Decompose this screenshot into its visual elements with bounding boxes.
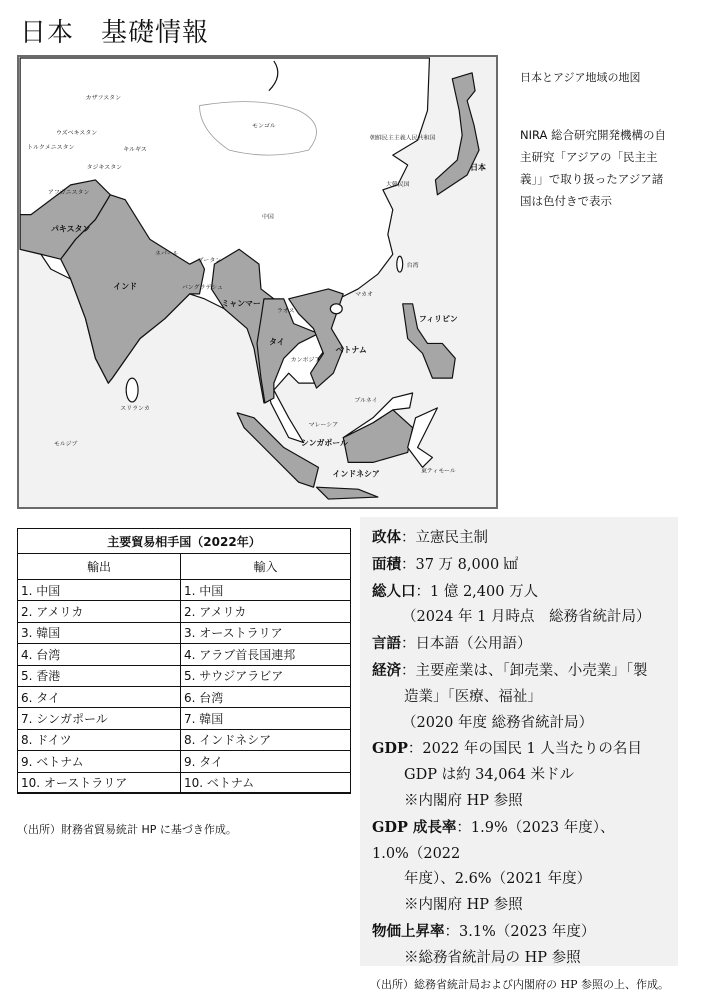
header-export: 輸出	[18, 554, 181, 580]
label-thailand: タイ	[269, 337, 285, 347]
info-gdp: GDP：2022 年の国民 1 人当たりの名目	[372, 740, 642, 758]
table-row	[18, 686, 351, 707]
taiwan-shape	[397, 256, 403, 272]
label-kyrgyz: キルギス	[123, 146, 147, 154]
label-pakistan: パキスタン	[50, 224, 91, 234]
label-laos: ラオス	[276, 307, 295, 315]
label-china: 中国	[261, 213, 274, 221]
export-cell: 9. ベトナム	[18, 751, 181, 772]
info-inflation: 物価上昇率：3.1%（2023 年度）	[372, 922, 596, 940]
table-title: 主要貿易相手国（2022年）	[18, 529, 351, 554]
map-caption: 日本とアジア地域の地図	[520, 71, 641, 84]
label-turkmenistan: トルクメニスタン	[27, 144, 75, 152]
basic-info-box	[360, 517, 678, 966]
table-row	[18, 729, 351, 750]
label-dprk: 朝鮮民主主義人民共和国	[370, 134, 436, 142]
label-brunei: ブルネイ	[354, 396, 378, 404]
info-economy-cont: 造業」「医療、福祉」	[404, 688, 542, 705]
label-bangladesh: バングラデシュ	[181, 283, 224, 291]
label-vietnam: ベトナム	[335, 345, 367, 355]
info-inflation-note: ※総務省統計局の HP 参照	[404, 949, 581, 966]
table-row	[18, 644, 351, 665]
label-cambodia: カンボジア	[290, 356, 321, 364]
info-language: 言語：日本語（公用語）	[372, 635, 532, 653]
hainan-shape	[330, 304, 342, 314]
label-japan: 日本	[470, 162, 486, 172]
import-cell: 4. アラブ首長国連邦	[180, 644, 350, 665]
import-cell: 6. 台湾	[180, 686, 350, 707]
import-cell: 9. タイ	[180, 751, 350, 772]
page-title: 日本 基礎情報	[20, 18, 210, 48]
export-cell: 2. アメリカ	[18, 601, 181, 622]
info-population: 総人口：1 億 2,400 万人	[372, 582, 539, 600]
label-macau: マカオ	[355, 290, 373, 298]
import-cell: 3. オーストラリア	[180, 622, 350, 643]
japan-shape	[435, 73, 479, 195]
export-cell: 1. 中国	[18, 580, 181, 601]
trade-partners-table	[17, 528, 351, 794]
export-cell: 5. 香港	[18, 665, 181, 686]
table-row	[18, 708, 351, 729]
label-afghanistan: アフガニスタン	[47, 188, 90, 196]
label-myanmar: ミャンマー	[221, 298, 261, 308]
table-row	[18, 601, 351, 622]
sumatra-shape	[237, 413, 318, 487]
table-row	[18, 665, 351, 686]
label-singapore: シンガポール	[300, 438, 348, 448]
srilanka-shape	[126, 378, 138, 402]
label-maldives: モルジブ	[53, 440, 78, 448]
info-population-note: （2024 年 1 月時点 総務省統計局）	[402, 609, 651, 626]
import-cell: 2. アメリカ	[180, 601, 350, 622]
import-cell: 1. 中国	[180, 580, 350, 601]
label-mongolia: モンゴル	[252, 122, 276, 130]
info-growth: GDP 成長率：1.9%（2023 年度）、1.0%（2022	[372, 818, 615, 862]
import-cell: 5. サウジアラビア	[180, 665, 350, 686]
asia-map	[17, 55, 498, 509]
info-growth-note: ※内閣府 HP 参照	[404, 897, 523, 914]
export-cell: 7. シンガポール	[18, 708, 181, 729]
import-cell: 8. インドネシア	[180, 729, 350, 750]
table-row	[18, 751, 351, 772]
export-cell: 8. ドイツ	[18, 729, 181, 750]
label-philippines: フィリピン	[418, 314, 458, 324]
label-korea: 大韓民国	[385, 180, 410, 188]
info-area: 面積：37 万 8,000 ㎢	[372, 555, 519, 573]
label-taiwan: 台湾	[406, 262, 419, 270]
table-row	[18, 622, 351, 643]
sulawesi-shape	[408, 408, 438, 467]
export-cell: 3. 韓国	[18, 622, 181, 643]
info-government: 政体：立憲民主制	[372, 529, 488, 546]
map-note: NIRA 総合研究開発機構の自主研究「アジアの「民主主義」」で取り扱ったアジア諸国は色付きで表示	[520, 128, 667, 208]
info-gdp-note: ※内閣府 HP 参照	[404, 792, 523, 809]
label-uzbekistan: ウズベキスタン	[55, 129, 98, 137]
import-cell: 7. 韓国	[180, 708, 350, 729]
info-gdp-cont: GDP は約 34,064 米ドル	[404, 767, 575, 784]
info-growth-cont: 年度）、2.6%（2021 年度）	[404, 871, 592, 888]
label-kazakhstan: カザフスタン	[85, 94, 122, 102]
info-source: （出所）総務省統計局および内閣府の HP 参照の上、作成。	[370, 978, 669, 991]
label-nepal: ネパール	[155, 250, 179, 258]
label-tajikistan: タジキスタン	[86, 164, 123, 172]
label-indonesia: インドネシア	[332, 469, 380, 479]
label-bhutan: ブータン	[197, 257, 222, 265]
java-shape	[316, 487, 377, 499]
export-cell: 6. タイ	[18, 686, 181, 707]
label-srilanka: スリランカ	[120, 404, 150, 412]
info-economy-note: （2020 年度 総務省統計局）	[402, 714, 594, 731]
label-timor: 東ティモール	[420, 467, 456, 475]
table-row	[18, 772, 351, 793]
header-import: 輸入	[180, 554, 350, 580]
table-row	[18, 580, 351, 601]
import-cell: 10. ベトナム	[180, 772, 350, 793]
trade-source: （出所）財務省貿易統計 HP に基づき作成。	[17, 823, 237, 836]
label-india: インド	[113, 281, 138, 291]
info-economy: 経済：主要産業は、「卸売業、小売業」「製	[372, 661, 648, 679]
export-cell: 10. オーストラリア	[18, 772, 181, 793]
export-cell: 4. 台湾	[18, 644, 181, 665]
map-svg	[19, 57, 496, 507]
label-malaysia: マレーシア	[308, 421, 339, 429]
